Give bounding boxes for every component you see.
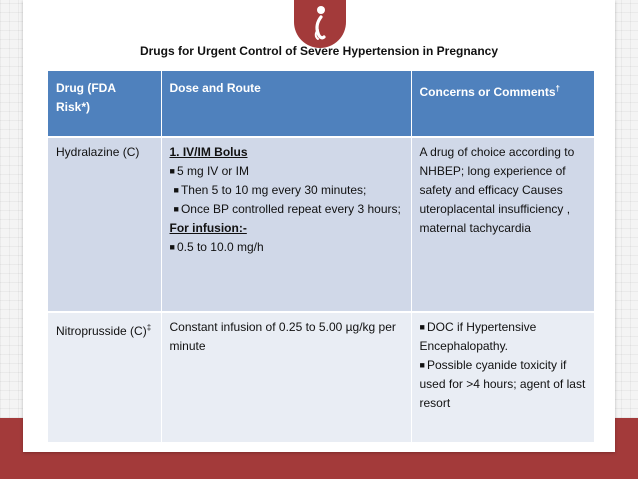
header-concerns-label: Concerns or Comments xyxy=(419,85,556,99)
concern-item-text: Possible cyanide toxicity if used for >4 hours; agent of last resort xyxy=(419,358,586,410)
table-row xyxy=(48,137,594,312)
drug-name: Hydralazine (C) xyxy=(56,145,140,159)
concerns-text: A drug of choice according to NHBEP; long experience of safety and efficacy Causes uteroplacental insufficiency , maternal tachycardia xyxy=(419,145,575,235)
header-dose xyxy=(161,71,411,137)
dose-cell xyxy=(161,312,411,442)
dose-item-text: Once BP controlled repeat every 3 hours; xyxy=(180,202,401,216)
drug-cell xyxy=(48,312,161,442)
header-dose-label: Dose and Route xyxy=(169,81,261,95)
bullet-icon: ■ xyxy=(169,166,175,176)
bullet-icon: ■ xyxy=(173,204,179,214)
header-drug-label: Drug (FDA Risk*) xyxy=(56,81,116,114)
dose-item-text: 5 mg IV or IM xyxy=(176,164,249,178)
concern-item xyxy=(420,356,587,413)
slide-title: Drugs for Urgent Control of Severe Hypertension in Pregnancy xyxy=(139,44,499,58)
drug-name: Nitroprusside (C) xyxy=(56,324,147,338)
concern-item-text: DOC if Hypertensive Encephalopathy. xyxy=(419,320,537,353)
dose-item xyxy=(170,162,403,181)
bullet-icon: ■ xyxy=(419,360,425,370)
footnote-mark-dagger: † xyxy=(555,84,560,93)
dose-text: Constant infusion of 0.25 to 5.00 µg/kg per minute xyxy=(169,320,396,353)
table-row xyxy=(48,312,594,442)
dose-item-text: Then 5 to 10 mg every 30 minutes; xyxy=(180,183,367,197)
dose-item-text: 0.5 to 10.0 mg/h xyxy=(176,240,264,254)
concern-item xyxy=(420,318,587,356)
footnote-mark-double-dagger: ‡ xyxy=(146,323,152,332)
drug-cell xyxy=(48,137,161,312)
drug-table xyxy=(48,71,594,442)
dose-item xyxy=(170,238,403,257)
header-concerns xyxy=(411,71,594,137)
bullet-icon: ■ xyxy=(173,185,179,195)
concerns-cell xyxy=(411,312,594,442)
dose-heading-infusion: For infusion:- xyxy=(169,221,247,235)
dose-heading-bolus: 1. IV/IM Bolus xyxy=(169,145,248,159)
concerns-cell xyxy=(411,137,594,312)
bullet-icon: ■ xyxy=(419,322,425,332)
header-drug xyxy=(48,71,161,137)
dose-item xyxy=(170,200,403,219)
logo-icon xyxy=(294,0,346,48)
bullet-icon: ■ xyxy=(169,242,175,252)
dose-cell xyxy=(161,137,411,312)
dose-item xyxy=(170,181,403,200)
table-header-row xyxy=(48,71,594,137)
